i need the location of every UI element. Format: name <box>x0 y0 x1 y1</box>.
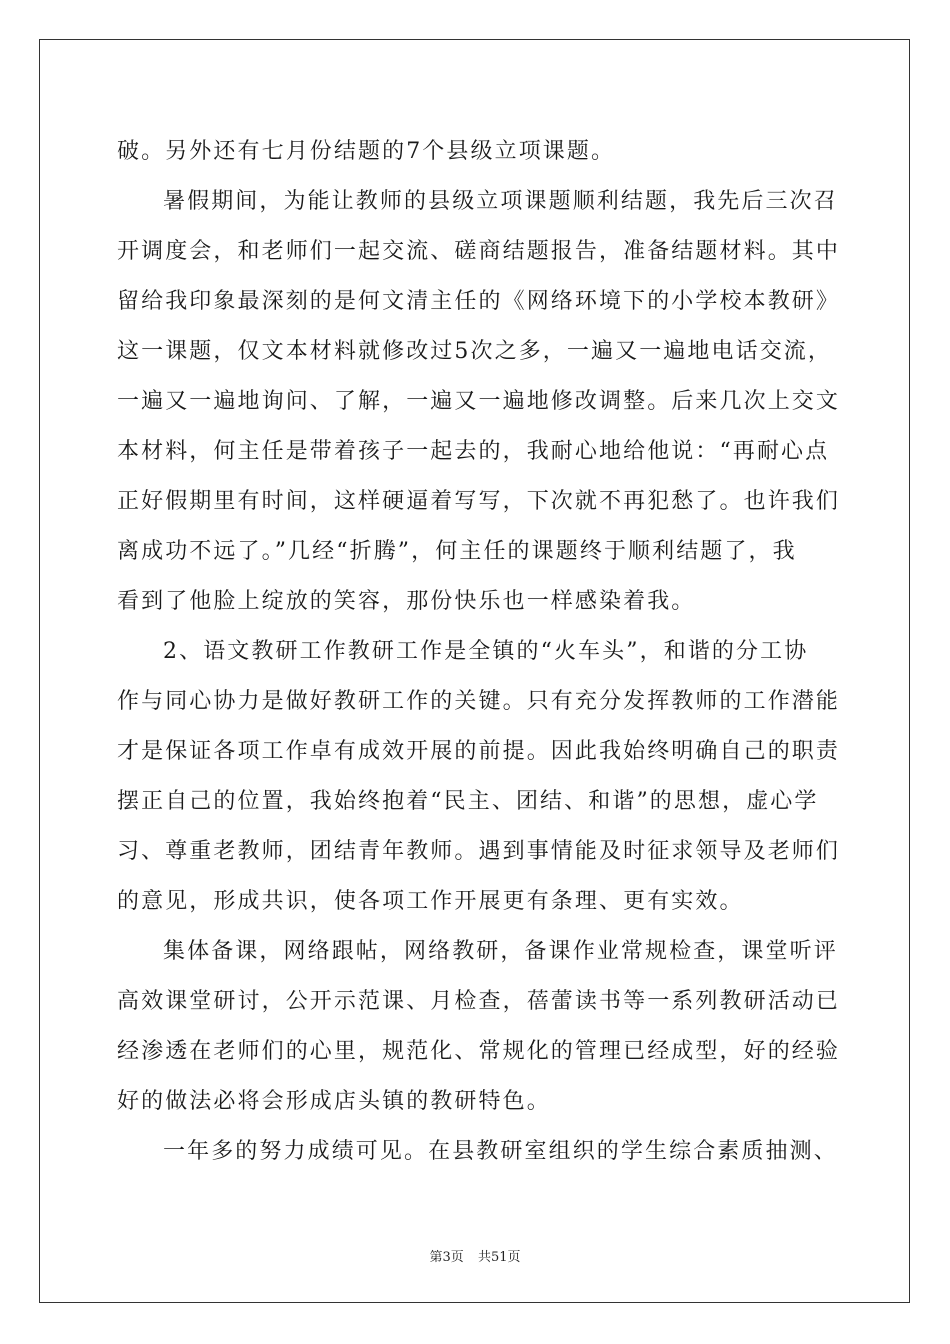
text-line: 摆正自己的位置，我始终抱着“民主、团结、和谐”的思想，虚心学 <box>117 789 819 814</box>
text-line: 才是保证各项工作卓有成效开展的前提。因此我始终明确自己的职责 <box>117 739 841 764</box>
document-body <box>117 127 841 1177</box>
text-line: 高效课堂研讨，公开示范课、月检查，蓓蕾读书等一系列教研活动已 <box>117 989 841 1014</box>
text-line: 看到了他脸上绽放的笑容，那份快乐也一样感染着我。 <box>117 589 696 614</box>
text-line: 作与同心协力是做好教研工作的关键。只有充分发挥教师的工作潜能 <box>117 689 841 714</box>
text-line: 的意见，形成共识，使各项工作开展更有条理、更有实效。 <box>117 889 744 914</box>
text-line: 这一课题，仅文本材料就修改过5次之多，一遍又一遍地电话交流， <box>117 339 832 364</box>
text-line: 一年多的努力成绩可见。在县教研室组织的学生综合素质抽测、 <box>163 1139 838 1164</box>
total-pages: 共51页 <box>477 1250 521 1265</box>
page-number: 第3页 <box>429 1250 464 1265</box>
text-line: 经渗透在老师们的心里，规范化、常规化的管理已经成型，好的经验 <box>117 1039 841 1064</box>
text-line: 2、语文教研工作教研工作是全镇的“火车头”，和谐的分工协 <box>163 639 809 664</box>
text-line: 开调度会，和老师们一起交流、磋商结题报告，准备结题材料。其中 <box>117 239 841 264</box>
text-line: 本材料，何主任是带着孩子一起去的，我耐心地给他说：“再耐心点 <box>117 439 830 464</box>
text-line: 好的做法必将会形成店头镇的教研特色。 <box>117 1089 551 1114</box>
text-line: 正好假期里有时间，这样硬逼着写写，下次就不再犯愁了。也许我们 <box>117 489 841 514</box>
text-line: 离成功不远了。”几经“折腾”，何主任的课题终于顺利结题了，我 <box>117 539 797 564</box>
page-footer <box>0 1246 950 1265</box>
text-line: 破。另外还有七月份结题的7个县级立项课题。 <box>117 139 616 164</box>
text-line: 暑假期间，为能让教师的县级立项课题顺利结题，我先后三次召 <box>163 189 838 214</box>
text-line: 习、尊重老教师，团结青年教师。遇到事情能及时征求领导及老师们 <box>117 839 841 864</box>
text-line: 一遍又一遍地询问、了解，一遍又一遍地修改调整。后来几次上交文 <box>117 389 841 414</box>
text-line: 集体备课，网络跟帖，网络教研，备课作业常规检查，课堂听评 <box>163 939 838 964</box>
text-line: 留给我印象最深刻的是何文清主任的《网络环境下的小学校本教研》 <box>117 289 841 314</box>
